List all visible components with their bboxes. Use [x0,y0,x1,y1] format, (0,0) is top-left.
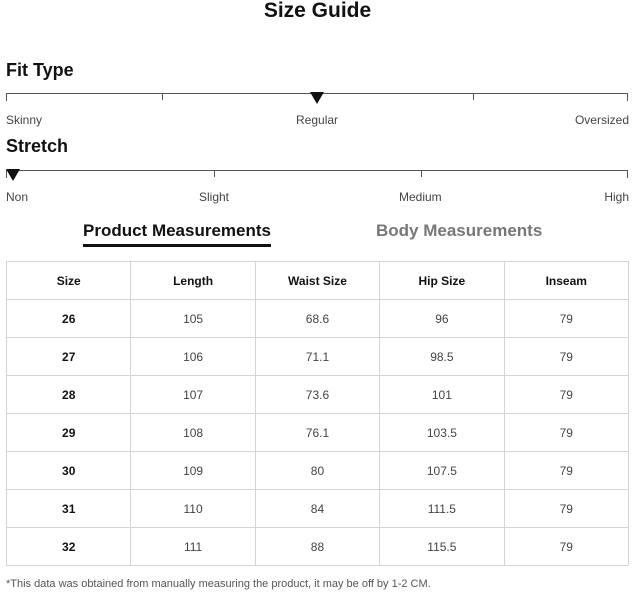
cell-waist-size: 84 [255,490,379,528]
page-title: Size Guide [263,0,372,22]
cell-size: 30 [7,452,131,490]
fit-type-option-oversized: Oversized [574,113,629,127]
cell-inseam: 79 [504,376,628,414]
measurement-disclaimer: *This data was obtained from manually measuring the product, it may be off by 1-2 CM. [6,578,431,590]
cell-inseam: 79 [504,300,628,338]
tab-product-measurements[interactable]: Product Measurements [83,221,271,247]
stretch-option-non: Non [6,190,29,204]
cell-inseam: 79 [504,338,628,376]
stretch-option-high: High [604,190,629,204]
cell-size: 32 [7,528,131,566]
measurement-tabs [0,221,635,247]
cell-hip-size: 115.5 [380,528,504,566]
stretch-tick [421,170,422,177]
cell-hip-size: 107.5 [380,452,504,490]
cell-waist-size: 68.6 [255,300,379,338]
header-inseam: Inseam [504,262,628,300]
cell-length: 106 [131,338,255,376]
cell-size: 26 [7,300,131,338]
cell-length: 111 [131,528,255,566]
cell-hip-size: 111.5 [380,490,504,528]
fit-type-option-regular: Regular [296,113,339,127]
stretch-scale [6,170,628,178]
header-waist-size: Waist Size [255,262,379,300]
fit-type-label: Fit Type [6,60,74,80]
header-hip-size: Hip Size [380,262,504,300]
cell-length: 109 [131,452,255,490]
cell-length: 107 [131,376,255,414]
cell-waist-size: 71.1 [255,338,379,376]
fit-type-scale [6,93,628,101]
table-row [7,338,629,376]
cell-size: 27 [7,338,131,376]
header-length: Length [131,262,255,300]
fit-type-option-skinny: Skinny [6,113,43,127]
cell-length: 108 [131,414,255,452]
stretch-tick [214,170,215,177]
cell-inseam: 79 [504,414,628,452]
cell-hip-size: 96 [380,300,504,338]
stretch-option-medium: Medium [399,190,442,204]
measurements-table [6,261,629,566]
fit-type-marker-icon [310,92,324,104]
stretch-option-slight: Slight [199,190,230,204]
cell-inseam: 79 [504,452,628,490]
cell-size: 29 [7,414,131,452]
table-row [7,300,629,338]
fit-type-tick [473,93,474,100]
fit-type-tick [162,93,163,100]
cell-length: 105 [131,300,255,338]
cell-length: 110 [131,490,255,528]
table-header-row [7,262,629,300]
cell-hip-size: 103.5 [380,414,504,452]
cell-inseam: 79 [504,528,628,566]
table-row [7,528,629,566]
cell-waist-size: 76.1 [255,414,379,452]
cell-waist-size: 88 [255,528,379,566]
header-size: Size [7,262,131,300]
stretch-label: Stretch [6,136,69,156]
cell-waist-size: 73.6 [255,376,379,414]
cell-size: 28 [7,376,131,414]
table-row [7,376,629,414]
tab-body-measurements[interactable]: Body Measurements [376,221,543,240]
table-row [7,490,629,528]
cell-waist-size: 80 [255,452,379,490]
stretch-marker-icon [6,169,20,181]
table-row [7,452,629,490]
cell-hip-size: 98.5 [380,338,504,376]
cell-size: 31 [7,490,131,528]
cell-inseam: 79 [504,490,628,528]
cell-hip-size: 101 [380,376,504,414]
table-row [7,414,629,452]
